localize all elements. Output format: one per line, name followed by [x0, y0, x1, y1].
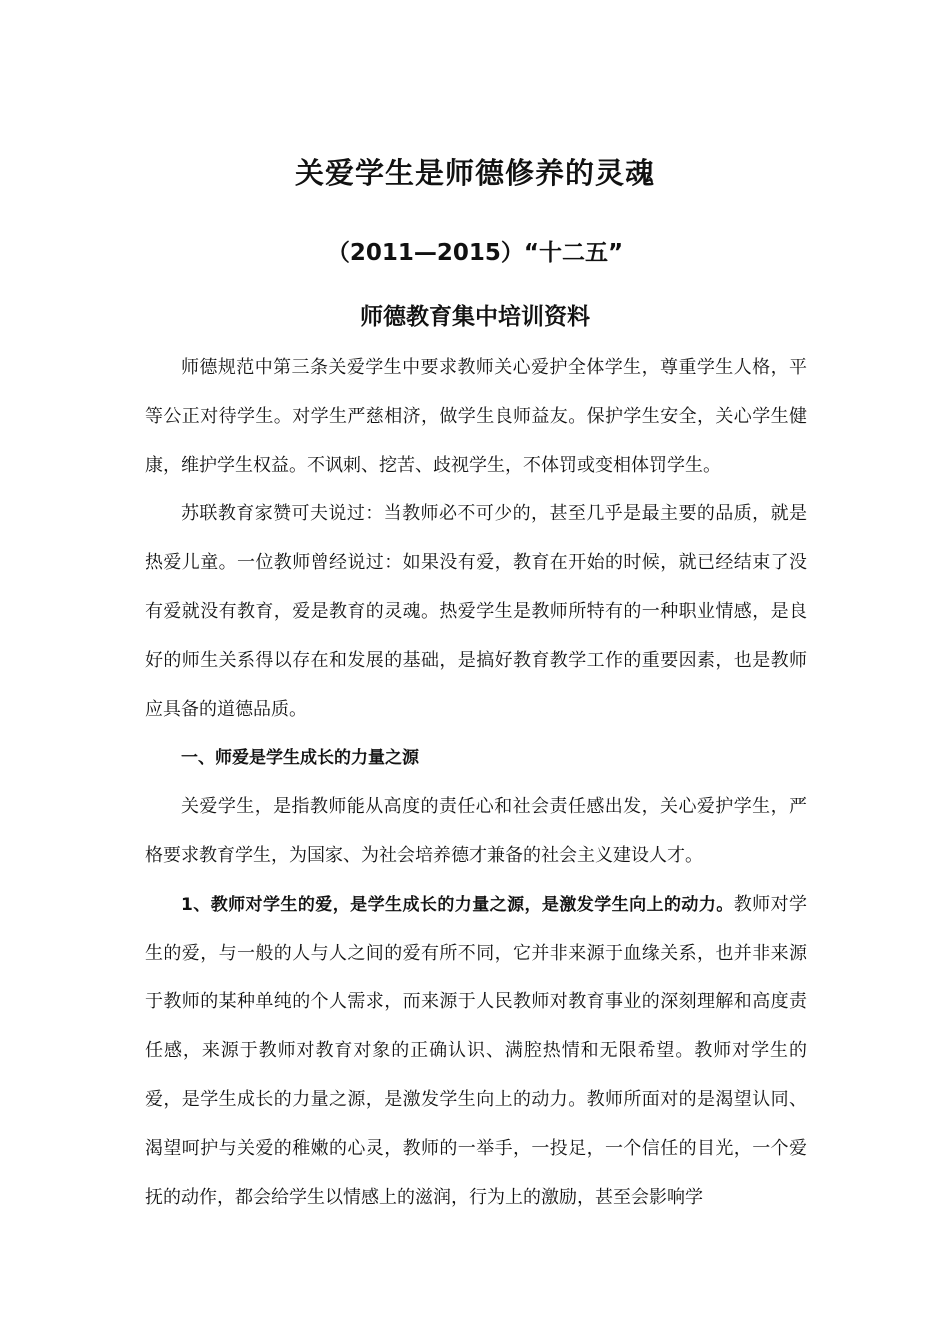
paragraph: 苏联教育家赞可夫说过：当教师必不可少的，甚至几乎是最主要的品质，就是热爱儿童。一位教师曾经说过：如果没有爱，教育在开始的时候，就已经结束了没有爱就没有教育，爱是教育的灵魂。热爱学生是教师所特有的一种职业情感，是良好的师生关系得以存在和发展的基础，是搞好教育教学工作的重要因素，也是教师应具备的道德品质。 — [145, 503, 807, 720]
section-heading: 一、师爱是学生成长的力量之源 — [181, 748, 419, 769]
point-heading: 1、教师对学生的爱，是学生成长的力量之源，是激发学生向上的动力。 — [181, 894, 734, 915]
document-body — [145, 344, 807, 1222]
paragraph: 关爱学生，是指教师能从高度的责任心和社会责任感出发，关心爱护学生，严格要求教育学生，为国家、为社会培养德才兼备的社会主义建设人才。 — [145, 796, 807, 866]
paragraph: 师德规范中第三条关爱学生中要求教师关心爱护全体学生，尊重学生人格，平等公正对待学生。对学生严慈相济，做学生良师益友。保护学生安全，关心学生健康，维护学生权益。不讽刺、挖苦、歧视学生，不体罚或变相体罚学生。 — [145, 357, 807, 476]
document-subtitle-training: 师德教育集中培训资料 — [360, 304, 590, 330]
point-text: 教师对学生的爱，与一般的人与人之间的爱有所不同，它并非来源于血缘关系，也并非来源于教师的某种单纯的个人需求，而来源于人民教师对教育事业的深刻理解和高度责任感，来源于教师对教育对象的正确认识、满腔热情和无限希望。教师对学生的爱，是学生成长的力量之源，是激发学生向上的动力。教师所面对的是渴望认同、渴望呵护与关爱的稚嫩的心灵，教师的一举手，一投足，一个信任的目光，一个爱抚的动作，都会给学生以情感上的滋润，行为上的激励，甚至会影响学 — [145, 893, 808, 1208]
document-title: 关爱学生是师德修养的灵魂 — [294, 156, 655, 190]
paragraph — [145, 881, 807, 1223]
document-subtitle: （2011—2015）“十二五” — [326, 240, 624, 266]
